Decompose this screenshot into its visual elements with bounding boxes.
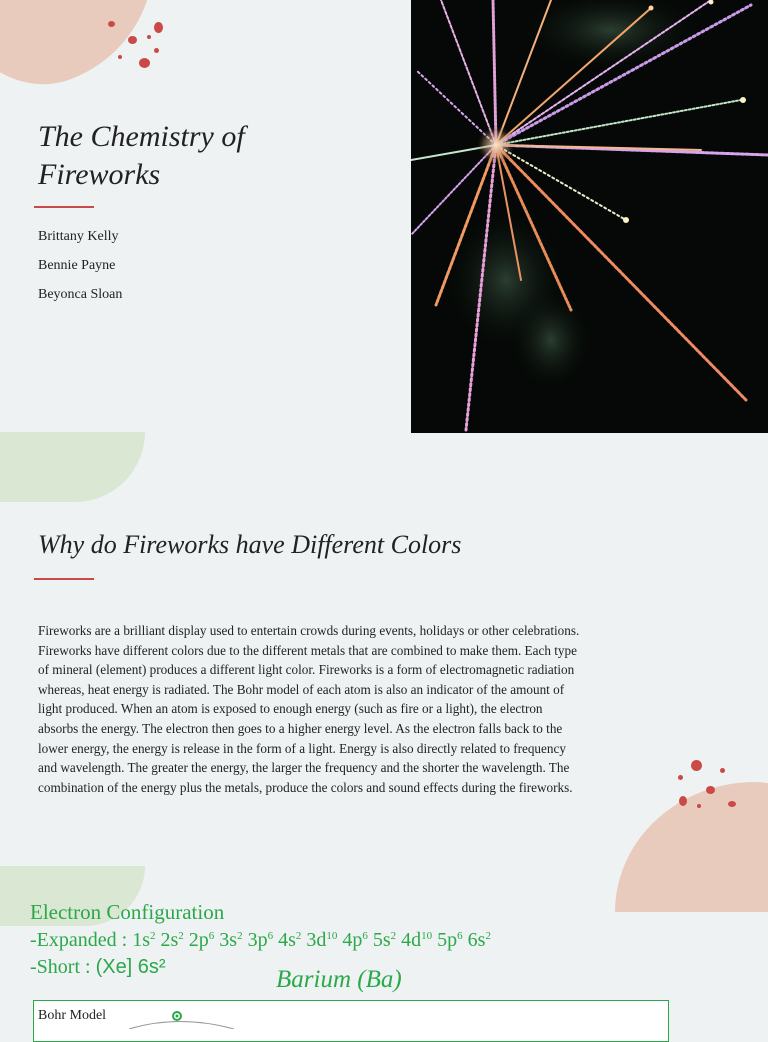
fireworks-illustration bbox=[411, 0, 768, 433]
electron-config-heading: Electron Configuration bbox=[30, 900, 225, 924]
paragraph-line: lower energy, the energy is release in the form of a light. Energy is also directly related to frequency bbox=[38, 740, 566, 756]
short-config bbox=[30, 956, 166, 979]
bohr-orbit-diagram bbox=[124, 1009, 244, 1029]
fireworks-photo bbox=[411, 0, 768, 433]
orbital-term: $3d^{10}$ bbox=[301, 929, 338, 951]
expanded-terms bbox=[132, 929, 491, 951]
paragraph-line: Fireworks are a brilliant display used to entertain crowds during events, holidays or other celebrations. bbox=[38, 623, 580, 638]
orbital-term: $4p^6$ bbox=[337, 929, 368, 951]
orbital-term: $5p^6$ bbox=[432, 929, 463, 951]
decorative-green-shape bbox=[0, 432, 145, 502]
section-underline bbox=[34, 578, 94, 580]
expanded-label: -Expanded : bbox=[30, 929, 133, 951]
decorative-peach-shape-right bbox=[615, 782, 768, 912]
author-2: Bennie Payne bbox=[38, 258, 116, 273]
orbital-term: $3p^6$ bbox=[242, 929, 274, 951]
orbital-term: $2p^6$ bbox=[183, 929, 215, 951]
title-line-2: Fireworks bbox=[38, 158, 161, 191]
bohr-model-label: Bohr Model bbox=[38, 1008, 107, 1023]
orbital-term: $4s^2$ bbox=[273, 929, 302, 951]
orbital-term: $4d^{10}$ bbox=[396, 929, 433, 951]
paragraph-line: light produced. When an atom is exposed to enough energy (such as fire or a light), the electron bbox=[38, 701, 543, 717]
section-heading: Why do Fireworks have Different Colors bbox=[38, 530, 462, 559]
orbital-term: $1s^2$ bbox=[132, 929, 156, 951]
paragraph-line: and wavelength. The greater the energy, the larger the frequency and the shorter the wavelength. The bbox=[38, 760, 570, 776]
short-label: -Short : bbox=[30, 956, 96, 978]
decorative-peach-shape bbox=[0, 0, 189, 111]
bohr-model-box bbox=[33, 1000, 669, 1042]
element-name: Barium (Ba) bbox=[276, 966, 402, 993]
paragraph-line: Fireworks have different colors due to the different metals that are combined to make them. Each type bbox=[38, 642, 577, 658]
expanded-config bbox=[30, 929, 491, 952]
title-underline bbox=[34, 206, 94, 208]
author-3: Beyonca Sloan bbox=[38, 287, 123, 302]
paragraph-line: of mineral (element) produces a different light color. Fireworks is a form of electromagnetic radiation bbox=[38, 662, 575, 678]
short-value: (Xe] 6s² bbox=[95, 956, 166, 978]
paragraph-line: whereas, heat energy is radiated. The Bohr model of each atom is also an indicator of the amount of bbox=[38, 681, 565, 697]
title-line-1: The Chemistry of bbox=[38, 120, 245, 153]
body-paragraph bbox=[38, 621, 658, 797]
orbital-term: $2s^2$ bbox=[155, 929, 184, 951]
paragraph-line: combination of the energy plus the metals, produce the colors and sound effects during the fireworks. bbox=[38, 779, 573, 795]
orbital-term: $6s^2$ bbox=[462, 929, 491, 951]
orbital-term: $5s^2$ bbox=[367, 929, 397, 951]
page-title bbox=[38, 118, 368, 194]
author-1: Brittany Kelly bbox=[38, 229, 119, 244]
orbital-term: $3s^2$ bbox=[214, 929, 243, 951]
paragraph-line: absorbs the energy. The electron then goes to a higher energy level. As the electron falls back to the bbox=[38, 720, 563, 736]
